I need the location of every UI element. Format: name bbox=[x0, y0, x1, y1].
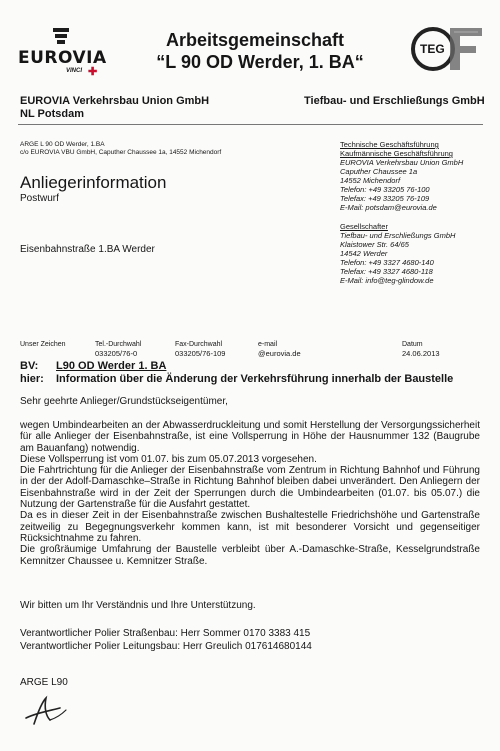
subject-bv-value: L90 OD Werder 1. BA bbox=[56, 360, 167, 372]
vinci-plus-icon: ✚ bbox=[88, 66, 98, 78]
partner-heading: Gesellschafter bbox=[340, 222, 388, 231]
company-right-name: Tiefbau- und Erschließungs GmbH bbox=[304, 95, 485, 107]
partner-line: Telefon: +49 3327 4680-140 bbox=[340, 258, 434, 267]
sender-line-2: c/o EUROVIA VBU GmbH, Caputher Chaussee 1a, 14552 Michendorf bbox=[20, 149, 222, 156]
polier-leitungsbau: Verantwortlicher Polier Leitungsbau: Herr Greulich 017614680144 bbox=[20, 641, 312, 652]
body-paragraph: Die großräumige Umfahrung der Baustelle verbleibt über A.-Damaschke-Straße, Kesselgrundstraße Kemnitzer Chaussee u. Kemnitzer Straße. bbox=[20, 544, 480, 567]
teg-wordmark: TEG bbox=[420, 42, 445, 56]
ref-label-fax: Fax-Durchwahl bbox=[175, 341, 223, 348]
body-paragraph: wegen Umbindearbeiten an der Abwasserdruckleitung und somit Herstellung der Versorgungssicherheit für alle Anlieger der Eisenbahnstraße, ist eine Vollsperrung in Höhe der Hausnummer 132 (Baugrube am Bauanfang) notwendig. bbox=[20, 420, 480, 454]
partner-line: 14542 Werder bbox=[340, 249, 388, 258]
polier-strassenbau: Verantwortlicher Polier Straßenbau: Herr Sommer 0170 3383 415 bbox=[20, 628, 311, 639]
teg-logo bbox=[410, 22, 486, 76]
tech-line: Telefax: +49 33205 76-109 bbox=[340, 194, 430, 203]
sender-line-1: ARGE L 90 OD Werder, 1.BA bbox=[20, 141, 105, 148]
ref-label-email: e-mail bbox=[258, 341, 278, 348]
partner-line: Tiefbau- und Erschließungs GmbH bbox=[340, 231, 456, 240]
ref-value-fax: 033205/76-109 bbox=[175, 349, 226, 358]
partner-block bbox=[340, 222, 455, 285]
tech-line: Telefon: +49 33205 76-100 bbox=[340, 185, 430, 194]
ref-label-tel: Tel.-Durchwahl bbox=[95, 341, 142, 348]
document-subtitle: Postwurf bbox=[20, 193, 59, 204]
recipient-address: Eisenbahnstraße 1.BA Werder bbox=[20, 244, 155, 255]
company-left-name: EUROVIA Verkehrsbau Union GmbH bbox=[20, 95, 210, 107]
body-paragraph: Da es in dieser Zeit in der Eisenbahnstraße zwischen Bushaltestelle Friedrichshöhe und Gartenstraße zeitweilig zu Begegnungsverkehr kommen kann, ist mit besonderer Vorsicht und gegenseitiger Rücksichtnahme zu fahren. bbox=[20, 510, 480, 544]
tech-heading-2: Kaufmännische Geschäftsführung bbox=[340, 149, 453, 158]
header-title-line-2: “L 90 OD Werder, 1. BA“ bbox=[156, 52, 364, 72]
eurovia-wordmark: EUROVIA bbox=[18, 48, 107, 68]
tech-heading-1: Technische Geschäftsführung bbox=[340, 140, 439, 149]
ref-value-email: @eurovia.de bbox=[258, 349, 301, 358]
handwritten-signature bbox=[20, 690, 100, 730]
tech-line: EUROVIA Verkehrsbau Union GmbH bbox=[340, 158, 464, 167]
document-title: Anliegerinformation bbox=[20, 173, 167, 192]
partner-line: Telefax: +49 3327 4680-118 bbox=[340, 267, 433, 276]
body-paragraph: Die Fahrtrichtung für die Anlieger der Eisenbahnstraße vom Zentrum in Richtung Bahnhof und Führung in der der Adolf-Damaschke–Straße in Richtung Bahnhof bleiben dabei unverändert. Den Anliegern der Eisenbahnstraße wird in der Zeit der Sperrungen durch die Umbindearbeiten (01.07. bis 05.07.) die Nutzung der Gartenstraße für die Ausfahrt gestattet. bbox=[20, 465, 480, 511]
tech-management-block bbox=[340, 140, 463, 212]
header-title-line-1: Arbeitsgemeinschaft bbox=[165, 30, 345, 50]
company-left-branch: NL Potsdam bbox=[20, 108, 84, 120]
subject-hier-label: hier: bbox=[20, 373, 44, 385]
partner-line: Klaistower Str. 64/65 bbox=[340, 240, 409, 249]
tech-line: 14552 Michendorf bbox=[340, 176, 401, 185]
salutation: Sehr geehrte Anlieger/Grundstückseigentümer, bbox=[20, 396, 228, 407]
subject-hier bbox=[20, 373, 454, 385]
ref-value-datum: 24.06.2013 bbox=[402, 349, 440, 358]
ref-label-unser-zeichen: Unser Zeichen bbox=[20, 341, 66, 348]
closing-line: Wir bitten um Ihr Verständnis und Ihre Unterstützung. bbox=[20, 600, 256, 611]
partner-line: E-Mail: info@teg-glindow.de bbox=[340, 276, 434, 285]
signature-label: ARGE L90 bbox=[20, 677, 68, 688]
letter-body bbox=[20, 420, 480, 567]
subject-bv-label: BV: bbox=[20, 360, 39, 372]
header-divider bbox=[18, 124, 483, 125]
eurovia-logo bbox=[18, 28, 138, 80]
tech-line: E-Mail: potsdam@eurovia.de bbox=[340, 203, 437, 212]
subject-hier-value: Information über die Änderung der Verkehrsführung innerhalb der Baustelle bbox=[56, 373, 454, 385]
subject-bv bbox=[20, 360, 167, 372]
eurovia-emblem-icon bbox=[53, 28, 69, 46]
vinci-wordmark: VINCI bbox=[66, 68, 83, 74]
body-paragraph: Diese Vollsperrung ist vom 01.07. bis zum 05.07.2013 vorgesehen. bbox=[20, 453, 317, 465]
ref-value-tel: 033205/76-0 bbox=[95, 349, 138, 358]
ref-label-datum: Datum bbox=[402, 341, 423, 348]
tech-line: Caputher Chaussee 1a bbox=[340, 167, 418, 176]
